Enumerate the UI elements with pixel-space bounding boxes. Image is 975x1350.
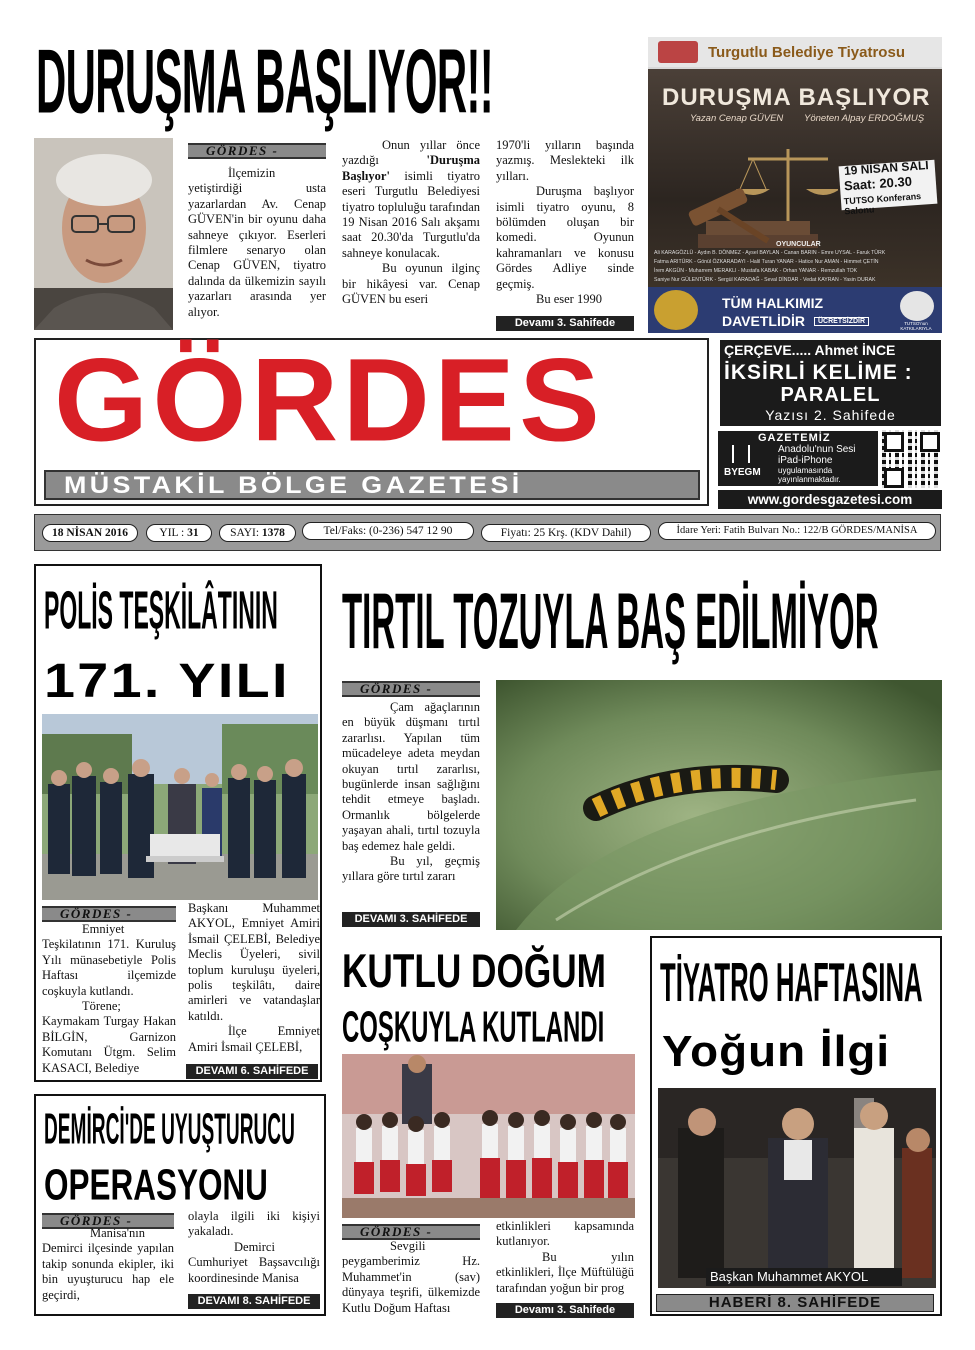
app-title: GAZETEMİZ	[758, 432, 831, 444]
poster-date: 19 NİSAN SALI	[843, 158, 930, 178]
poster-venue: TUTSO Konferans Salonu	[843, 191, 922, 217]
price: Fiyatı: 25 Krş. (KDV Dahil)	[481, 524, 651, 542]
kutlu-col2: etkinlikleri kapsamında kutlanıyor. Bu yılın etkinlikleri, İlçe Müftülüğü tarafından yoğun bir prog	[496, 1219, 634, 1295]
tiyatro-headline-2: Yoğun İlgi	[662, 1027, 891, 1076]
agency-bar: GÖRDES -	[42, 1213, 174, 1229]
app-line-4: yayınlanmaktadır.	[778, 475, 841, 484]
top-story-col1: İlçemizin yetiştirdiği usta yazarlardan Av. Cenap GÜVEN'in bir oyunu daha sahneye çıkıyor. Eserleri filmlere senaryo olan Cenap GÜVEN, tiyatro dalında da ülkemizin sayılı yazarları arasında yer alıyor.	[188, 166, 326, 319]
poster-time: Saat: 20.30	[843, 173, 913, 194]
police-headline-1: POLİS TEŞKİLÂTININ	[44, 581, 278, 641]
masthead-title: GÖRDES	[54, 334, 605, 466]
demirci-col1: Manisa'nın Demirci ilçesinde yapılan takip sonunda ekipler, iki bin uyuşturucu hap ele geçirdi,	[42, 1226, 174, 1302]
author-photo	[34, 138, 173, 330]
top-story-col3: 1970'li yılların başında yazmış. Meslekteki ilk yılları. Duruşma başlıyor isimli tiyatro oyunu, 8 bölümden oluşan bir komedi. Oyunun kahramanları ve konusu Gördes Adliye sinde geçmiş. Bu eser 1990	[496, 138, 634, 307]
agency-bar: GÖRDES -	[342, 1224, 480, 1240]
continued-label: DEVAMI 8. SAHİFEDE	[188, 1294, 320, 1309]
poster-invite-1: TÜM HALKIMIZ	[722, 295, 824, 311]
continued-label: Devamı 3. Sahifede	[496, 316, 634, 331]
continued-label: DEVAMI 3. SAHİFEDE	[342, 912, 480, 927]
kutlu-photo	[342, 1054, 635, 1218]
poster-cast-3: İrem AKGÜN - Muharrem MERAKLI - Mustafa KABAK - Orhan YANAR - Remzullah TOK	[654, 268, 858, 274]
poster-title: DURUŞMA BAŞLIYOR	[662, 84, 931, 111]
issue-year: YIL : 31	[146, 524, 212, 542]
website-link[interactable]: www.gordesgazetesi.com	[718, 490, 942, 509]
kutlu-col1: Sevgili peygamberimiz Hz. Muhammet'in (sav) dünyaya teşrifi, ülkemizde Kutlu Doğum Haftası	[342, 1239, 480, 1315]
app-brand: BYEGM	[724, 467, 761, 478]
continued-label: Devamı 3. Sahifede	[496, 1303, 634, 1318]
tiyatro-headline-1: TİYATRO HAFTASINA	[660, 952, 923, 1014]
caterpillar-photo	[496, 680, 942, 930]
byegm-icon	[732, 445, 750, 463]
caterpillar-headline: TIRTIL TOZUYLA BAŞ EDİLMİYOR	[342, 576, 879, 666]
phone: Tel/Faks: (0-236) 547 12 90	[302, 522, 474, 540]
police-col2: Başkanı Muhammet AKYOL, Emniyet Amiri İsmail ÇELEBİ, Belediye Meclis Üyeleri, sivil toplum kuruluşu üyeleri, polis teşkilâtı, daire amirleri ve vatandaşlar katıldı. İlçe Emniyet Amiri İsmail ÇELEBİ,	[188, 901, 320, 1054]
agency-bar: GÖRDES -	[342, 681, 480, 697]
demirci-headline-1: DEMİRCİ'DE UYUŞTURUCU	[44, 1105, 295, 1154]
poster-seal-icon	[654, 290, 698, 330]
demirci-headline-2: OPERASYONU	[44, 1161, 268, 1210]
column-page: Yazısı 2. Sahifede	[765, 407, 896, 423]
agency-bar: GÖRDES -	[42, 906, 176, 922]
top-headline: DURUŞMA BAŞLIYOR!!	[36, 30, 494, 133]
demirci-col2: olayla ilgili iki kişiyi yakaladı. Demirci Cumhuriyet Başsavcılığı koordinesinde Manisa	[188, 1209, 320, 1285]
qr-code[interactable]	[882, 430, 940, 488]
theatre-poster	[648, 37, 942, 333]
tiyatro-caption-text: Başkan Muhammet AKYOL	[710, 1269, 869, 1284]
caterpillar-text: Çam ağaçlarının en büyük düşmanı tırtıl zararlısı. Yapılan tüm mücadeleye adeta meydan okuyan tırtıl zararlısı, bugünlerde insan sağlığını tehdit etmeye başladı. Ormanlık bölgelerde yaşayan ahali, tırtıl tozuyla baş edemez hale geldi. Bu yıl, geçmiş yıllara göre tırtıl zararı	[342, 700, 480, 884]
agency-bar: GÖRDES -	[188, 143, 326, 159]
kutlu-headline-2: COŞKUYLA KUTLANDI	[342, 1003, 605, 1052]
tiyatro-photo	[658, 1088, 936, 1288]
column-word: PARALEL	[780, 384, 881, 406]
poster-free: ÜCRETSİZDİR	[814, 317, 869, 326]
poster-invite-2: DAVETLİDİR	[722, 313, 805, 329]
address: İdare Yeri: Fatih Bulvarı No.: 122/B GÖRDES/MANİSA	[658, 522, 936, 540]
app-line-3: uygulamasında	[778, 466, 833, 475]
poster-cast-title: OYUNCULAR	[776, 241, 821, 248]
poster-logo-icon	[658, 41, 698, 63]
column-box	[720, 340, 941, 426]
issue-date: 18 NİSAN 2016	[42, 524, 138, 542]
masthead-tagline: MÜSTAKİL BÖLGE GAZETESİ	[64, 472, 523, 499]
column-author: ÇERÇEVE..... Ahmet İNCE	[724, 342, 896, 358]
poster-sponsor-icon	[900, 291, 934, 321]
poster-director: Yöneten Alpay ERDOĞMUŞ	[804, 113, 925, 124]
continued-label: DEVAMI 6. SAHİFEDE	[186, 1064, 318, 1079]
police-photo	[42, 714, 318, 900]
app-line-2: iPad-iPhone	[778, 455, 833, 466]
police-headline-2: 171. YILI	[44, 655, 290, 708]
police-col1: Emniyet Teşkilatının 171. Kuruluş Yılı münasebetiyle Polis Haftası ilçemizde coşkuyla kutlandı. Törene; Kaymakam Turgay Hakan BİLGİN, Garnizon Komutanı Ütgm. Selim KASACI, Belediye	[42, 922, 176, 1075]
poster-org: Turgutlu Belediye Tiyatrosu	[708, 44, 905, 61]
column-title: İKSİRLİ KELİME :	[724, 361, 913, 384]
poster-sponsor: TUTSO'nun KATKILARIYLA	[900, 321, 932, 331]
poster-cast-4: Saniye Nur GÜLENTÜRK - Sergül KARADAĞ - Seval DİNDAR - Vedat KAYRAN - Yasin DURAK	[654, 277, 876, 283]
kutlu-headline-1: KUTLU DOĞUM	[342, 944, 606, 998]
app-line-1: Anadolu'nun Sesi	[778, 444, 856, 455]
poster-cast-1: Ali KARAGÖZLÜ - Aydın B. DÖNMEZ - Aysel BAYLAN - Canan BARIN - Emre UYSAL - Faruk TÜRK	[654, 250, 886, 256]
scales-icon	[678, 129, 838, 269]
app-box	[718, 431, 878, 486]
top-story-col2: Onun yıllar önce yazdığı 'Duruşma Başlıyor' isimli tiyatro eseri Turgutlu Belediyesi tiyatro topluluğu tarafından 19 Nisan 2016 Salı akşamı saat 20.30'da Turgutlu'da sahneye konulacak. Bu oyunun ilginç bir hikâyesi var. Cenap GÜVEN bu eseri	[342, 138, 480, 307]
issue-number: SAYI: 1378	[219, 524, 296, 542]
poster-writer: Yazan Cenap GÜVEN	[690, 113, 784, 124]
poster-cast-2: Fatma ARITÜRK - Gönül ÖZKARADAYI - Halil Turan YANAR - Hatice Nur AMAN - Himmet ÇETİN	[654, 259, 879, 265]
tiyatro-continued-text: HABERİ 8. SAHİFEDE	[708, 1294, 882, 1311]
